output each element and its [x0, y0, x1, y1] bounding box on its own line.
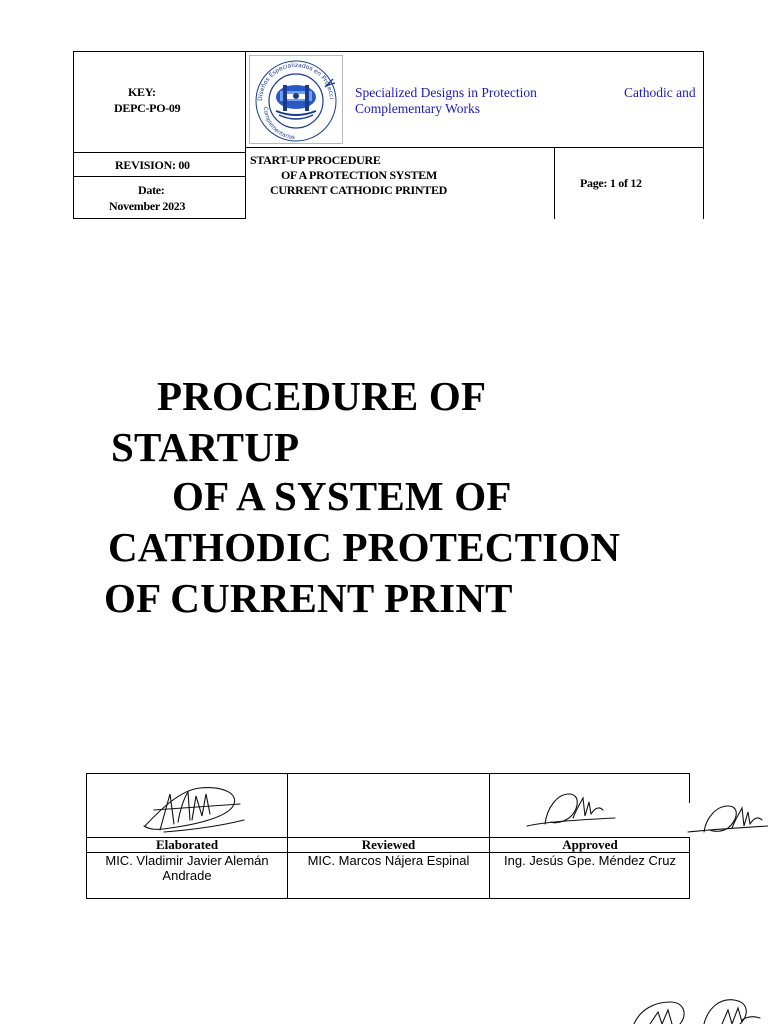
logo-ring-text-top: Diseños Especializados en Protecci: [256, 61, 335, 102]
revision-label: REVISION: 00: [115, 158, 190, 172]
key-value: DEPC-PO-09: [114, 101, 181, 115]
elaborated-label: Elaborated: [155, 837, 219, 852]
company-name-line1-right: Cathodic and: [624, 85, 696, 100]
procedure-line2: OF A PROTECTION SYSTEM: [281, 168, 437, 182]
approved-label: Approved: [562, 837, 618, 852]
title-line-2: STARTUP: [111, 424, 300, 470]
company-logo-icon: [249, 55, 343, 144]
approved-name: Ing. Jesús Gpe. Méndez Cruz: [504, 853, 676, 868]
procedure-line1: START-UP PROCEDURE: [250, 153, 381, 167]
date-value: November 2023: [109, 199, 186, 213]
elaborated-name-line1: MIC. Vladimir Javier Alemán: [105, 853, 269, 868]
company-name-line1: Specialized Designs in Protection: [355, 85, 537, 100]
elaborated-name-line2: Andrade: [162, 868, 212, 883]
reviewed-label: Reviewed: [361, 837, 416, 852]
title-line-4: CATHODIC PROTECTION: [108, 524, 621, 570]
date-label: Date:: [138, 183, 165, 197]
logo-ring-text-bottom: Complementarias: [261, 106, 296, 141]
company-name-line2: Complementary Works: [355, 101, 481, 116]
elaborated-signature: [140, 780, 250, 836]
footer-signatures: [630, 996, 768, 1024]
company-logo: [249, 55, 343, 144]
page-number: Page: 1 of 12: [580, 176, 642, 190]
title-line-3: OF A SYSTEM OF: [172, 473, 512, 519]
title-line-5: OF CURRENT PRINT: [104, 575, 513, 621]
procedure-line3: CURRENT CATHODIC PRINTED: [270, 183, 448, 197]
key-label: KEY:: [128, 85, 156, 99]
approved-signature-overflow: [686, 800, 768, 840]
approved-signature: [525, 788, 625, 833]
title-line-1: PROCEDURE OF: [157, 373, 487, 419]
reviewed-name: MIC. Marcos Nájera Espinal: [307, 853, 470, 868]
